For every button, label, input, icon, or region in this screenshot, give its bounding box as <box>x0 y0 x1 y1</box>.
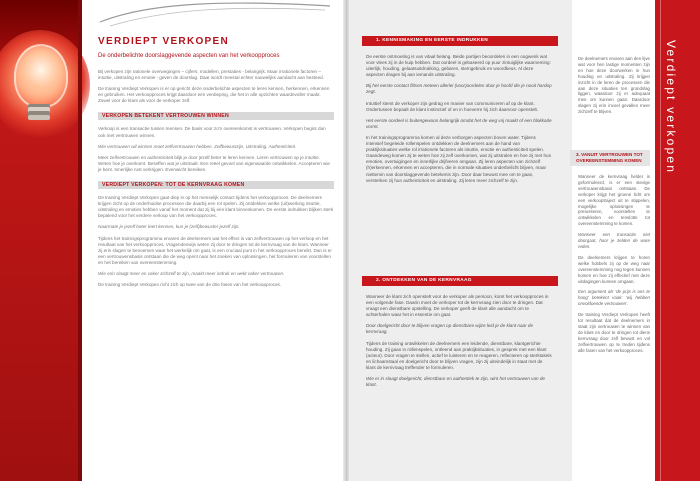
lightbulb-image <box>0 0 82 481</box>
quote-paragraph: Wie erin slaagt meer en vaker zichzelf te zijn, maakt meer indruk en wekt vaker vertrouwen. <box>98 270 285 276</box>
body-paragraph: Wanneer de kernvraag helder is geformuleerd, is er een stevige vertrouwensbasis ontstaan. De verkoper krijgt het groene licht om een verkooptraject uit te stippelen, mogelijke oplossingen te presenteren, voorstellen te ontwikkelen en tenslotte tot overeenstemming te komen. <box>578 174 650 227</box>
body-paragraph: De deelnemers ervaren aan den lijve wat voor hen lastige momenten zijn en hoe deze doorwerken in hun houding en uitstraling. Zij krijgen inzicht in de leren de processen die aan deze situaties ten grondslag liggen, waardoor zij er adequaat mee om kunnen gaan. Daardoor slagen zij erin invoel gevallen meer zichzelf te blijven. <box>578 56 650 115</box>
section-heading-bar <box>98 181 334 189</box>
body-paragraph: Verkoop is een transactie tussen mensen. De basis voor zo'n overeenkomst is vertrouwen. Verkopen begint dan ook met vertrouwen winnen. <box>98 126 326 138</box>
quote-paragraph: Wie vertrouwen wil winnen moet zelfvertrouwen hebben. Zelfbewustzijn. Uitstraling. Authenticiteit. <box>98 143 297 149</box>
section-heading: VERDIEPT VERKOPEN: TOT DE KERNVRAAG KOMEN <box>102 182 245 189</box>
body-paragraph: De training Verdiept Verkopen heeft tot resultaat dat de deelnemers in staat zijn vertrouwen te winnen van de klant en door te dringen tot diens kernvraag door zelf bewust en vol zelfvertrouwen op te treden tijdens alle fasen van het verkoopproces. <box>578 312 650 353</box>
body-paragraph: In het trainingsprogramma komen al deze verborgen aspecten boven water. Tijdens intensief begeleide rollenspelen ontdekken de deelnemers aan de hand van praktijksituaties welke rol irrationele factoren als intuïtie, emotie en authenticiteit spelen. Gaandeweg komen zij te weten hoe zij zelf overkomen, wat zij uitstralen en hoe zij met hun emoties, overtuigingen en innerlijke drijfveren omgaan. Zij leren aspecten van zichzelf (h)erkennen, erkennen en accepteren, die in normale situaties onderbelicht blijven, maar niettemin van doorslaggevende betekenis zijn. Door daar bewust mee om te gaan, versterken zij hun authenticiteit en uitstraling. Zij leren meer zichzelf te zijn. <box>366 134 552 183</box>
body-paragraph: Wanneer de klant zich openstelt voor de verkoper als persoon, komt het verkoopproces in een volgende fase. Daarin moet de verkoper tot de kernvraag zien door te dringen. Dat vraagt een dienstbare opstelling. De verkoper geeft de klant alle aandacht om te achterhalen waar het in essentie om gaat. <box>366 294 549 318</box>
side-bar-line <box>660 0 661 481</box>
section-heading: VERKOPEN BETEKENT VERTROUWEN WINNEN <box>102 113 229 120</box>
quote-paragraph: Naarmate je jezelf beter leert kennen, kun je (zelf)bewuster jezelf zijn. <box>98 224 240 230</box>
middle-column-2 <box>366 294 552 393</box>
middle-column-1 <box>366 54 552 189</box>
body-paragraph: De training Verdiept Verkopen gaat diep in op het menselijk contact tijdens het verkoopproces. De deelnemers krijgen zicht op de onderhuidse processen die daarbij een rol spelen. Zij ontdekken welke (uit)werking intuïtie, uitstraling en emoties hebben vanaf het moment dat zij bij een klant binnenkomen. De eerste indrukken blijken sterk bepalend voor het verdere verloop van het verkoopproces. <box>98 195 334 219</box>
quote-paragraph: Door doelgericht door te blijven vragen op dienstbare wijze leid je de klant naar de kernvraag. <box>366 323 534 335</box>
body-paragraph: De eerste ontmoeting is van vitaal belang. Beide partijen beoordelen in een oogwenk wat voor vlees zij in de kuip hebben. Dat oordeel is gebaseerd op puur zintuiglijke waarneming: uiterlijk, houding, gelaatsuitdrukking, gebaren, stemgebruik en woordkeus. Al deze aspecten dragen bij aan iemands uitstraling. <box>366 54 551 78</box>
section-header-bar <box>362 276 558 286</box>
lightbulb-icon <box>14 44 68 108</box>
bulb-base <box>28 104 50 120</box>
page-subtitle: De onderbelichte doorslaggevende aspecten van het verkoopproces <box>98 53 280 59</box>
section-heading: 1. KENNISMAKING EN EERSTE INDRUKKEN <box>376 38 489 43</box>
section-heading: 3. VANUIT VERTROUWEN TOT OVEREENSTEMMING KOMEN <box>576 152 643 163</box>
right-column-top <box>578 56 650 120</box>
quote-paragraph: Een argument als 'de prijs is ons te hoog' betekent vaak: 'wij hebben onvoldoende vertrouwen'. <box>578 289 650 307</box>
body-paragraph: Meer zelfvertrouwen en authenticiteit blijk je door jezelf beter te leren kennen. Leren vertrouwen op je intuïtie. Weten hoe je overkomt. Beseffen wat je uitstraalt. Een reëel gevoel van eigenwaarde ontwikkelen. Accepteren wie je bent. Innerlijke rust verkrijgen. Evenwicht bereiken. <box>98 154 330 172</box>
body-paragraph: De training Verdiept Verkopen richt zich op twee van de drie fases van het verkoopproces. <box>98 282 282 288</box>
body-paragraph: De deelnemers krijgen te horen welke hobbels zij op de weg naar overeenstemming nog tegen kunnen komen en hoe zij effectief met deze uitdagingen kunnen omgaan. <box>578 254 650 284</box>
quote-paragraph: Wie er in slaagt doelgericht, dienstbaar en authentiek te zijn, wint het vertrouwen van de klant. <box>366 376 545 388</box>
intro-paragraph: Bij verkopen zijn rationele overwegingen – cijfers, modellen, prestaties - belangrijk. Maar irrationele factoren – intuïtie, uitstraling en emotie - geven de doorslag. Daar wordt meestal echter nauwelijks aandacht aan besteed. <box>98 69 324 81</box>
body-paragraph: Tijdens het trainingsprogramma ervaren de deelnemers wat het effect is van zelfvertrouwen op het verloop en het resultaat van het verkoopproces. Vragendenwijs weten zij door te dringen tot de kernvraag van de klant. Wanneer zij erin slagen te benoemen waar het werkelijk om gaat, is een cruciaal punt in het verkoopproces bereikt. Dan is er een vertrouwensbasis ontstaan die de weg opent naar het zoeken van oplossingen, het formuleren van voorstellen en het bereiken van overeenstemming. <box>98 235 332 265</box>
vertical-title: Verdiept verkopen <box>664 40 678 175</box>
quote-paragraph: Bij het eerste contact flitsen meteen allerlei (voor)oordelen door je hoofd die je nooit hardop zegt. <box>366 83 552 95</box>
section-heading: 2. ONTDEKKEN VAN DE KERNVRAAG <box>376 278 472 283</box>
swoosh-decoration <box>90 0 340 28</box>
left-content <box>98 36 334 293</box>
right-column-bottom <box>578 174 650 358</box>
body-paragraph: Intuïtief stemt de verkoper zijn gedrag en manier van communiceren af op de klant. Ondertussen bepaalt de klant instinctief of en in hoeverre hij zich daarvoor openstelt. <box>366 100 539 112</box>
intro-paragraph: De training Verdiept Verkopen is er op gericht deze onderbelichte aspecten te leren kennen, herkennen, erkennen en gebruiken. Het verkoopproces krijgt daardoor een verdieping, die het in alle opzichten waardevoller maakt. Zowel voor de klant als voor de verkoper zelf. <box>98 86 330 104</box>
section-header-bar <box>362 36 558 46</box>
page-stripe <box>78 0 82 481</box>
body-paragraph: Tijdens de training ontwikkelen de deelnemers een leidende, dienstbare, klantgerichte houding. Zij gaan in rollenspelen, ontleend aan praktijksituaties, in gesprek met een klant (acteur). Door vragen te stellen, actief te luisteren en te reageren, reflecteren op sterktakels en lichaamstaal en doelgericht door te blijven vragen, zijn zij uiteindelijk in staat met de klant de kernvraag treffender te formuleren. <box>366 340 552 370</box>
section-header-bar <box>570 150 650 166</box>
page-gutter <box>343 0 349 481</box>
quote-paragraph: Het eerste oordeel is buitengewoon belangrijk omdat het de weg vrij maakt of een blokkade vormt. <box>366 117 552 129</box>
quote-paragraph: Wanneer een transactie niet doorgaat, hoor je zelden de ware reden. <box>578 232 650 249</box>
section-heading-bar <box>98 112 334 120</box>
page-title: VERDIEPT VERKOPEN <box>98 36 230 47</box>
